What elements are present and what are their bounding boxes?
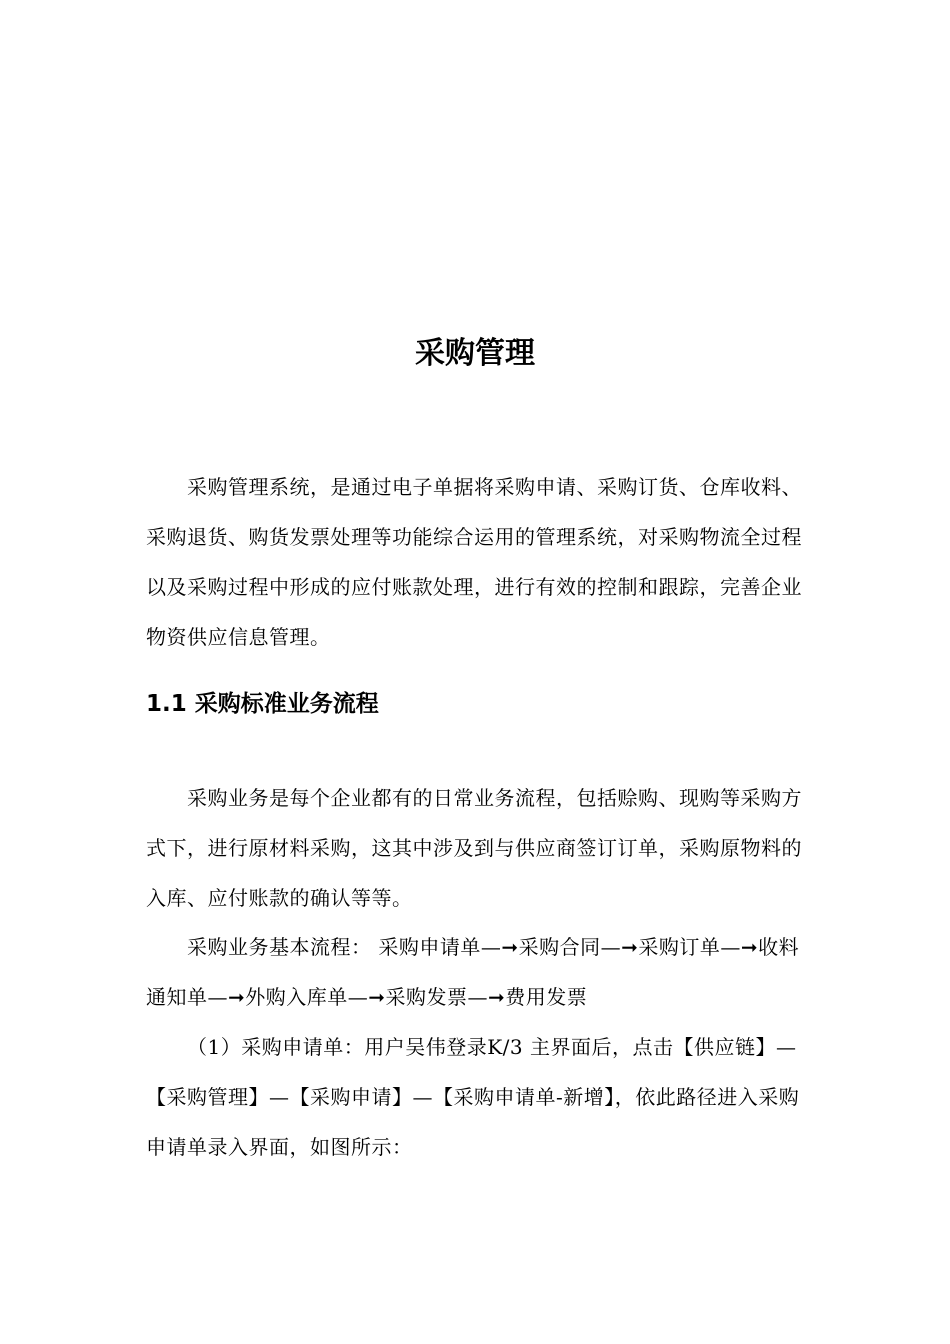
section-heading-1-1: 1.1 采购标准业务流程 — [146, 691, 379, 717]
document-title: 采购管理 — [415, 336, 535, 371]
flow-paragraph: 采购业务基本流程： 采购申请单—➞采购合同—➞采购订单—➞收料通知单—➞外购入库单—➞采购发票—➞费用发票 — [146, 935, 800, 1009]
intro-paragraph: 采购管理系统，是通过电子单据将采购申请、采购订货、仓库收料、采购退货、购货发票处理等功能综合运用的管理系统，对采购物流全过程以及采购过程中形成的应付账款处理，进行有效的控制和跟踪，完善企业物资供应信息管理。 — [146, 475, 802, 649]
step1-paragraph: （1）采购申请单：用户吴伟登录K/3 主界面后，点击【供应链】—【采购管理】—【采购申请】—【采购申请单-新增】，依此路径进入采购申请单录入界面，如图所示： — [146, 1035, 800, 1159]
business-paragraph: 采购业务是每个企业都有的日常业务流程，包括赊购、现购等采购方式下，进行原材料采购，这其中涉及到与供应商签订订单，采购原物料的入库、应付账款的确认等等。 — [146, 786, 802, 910]
